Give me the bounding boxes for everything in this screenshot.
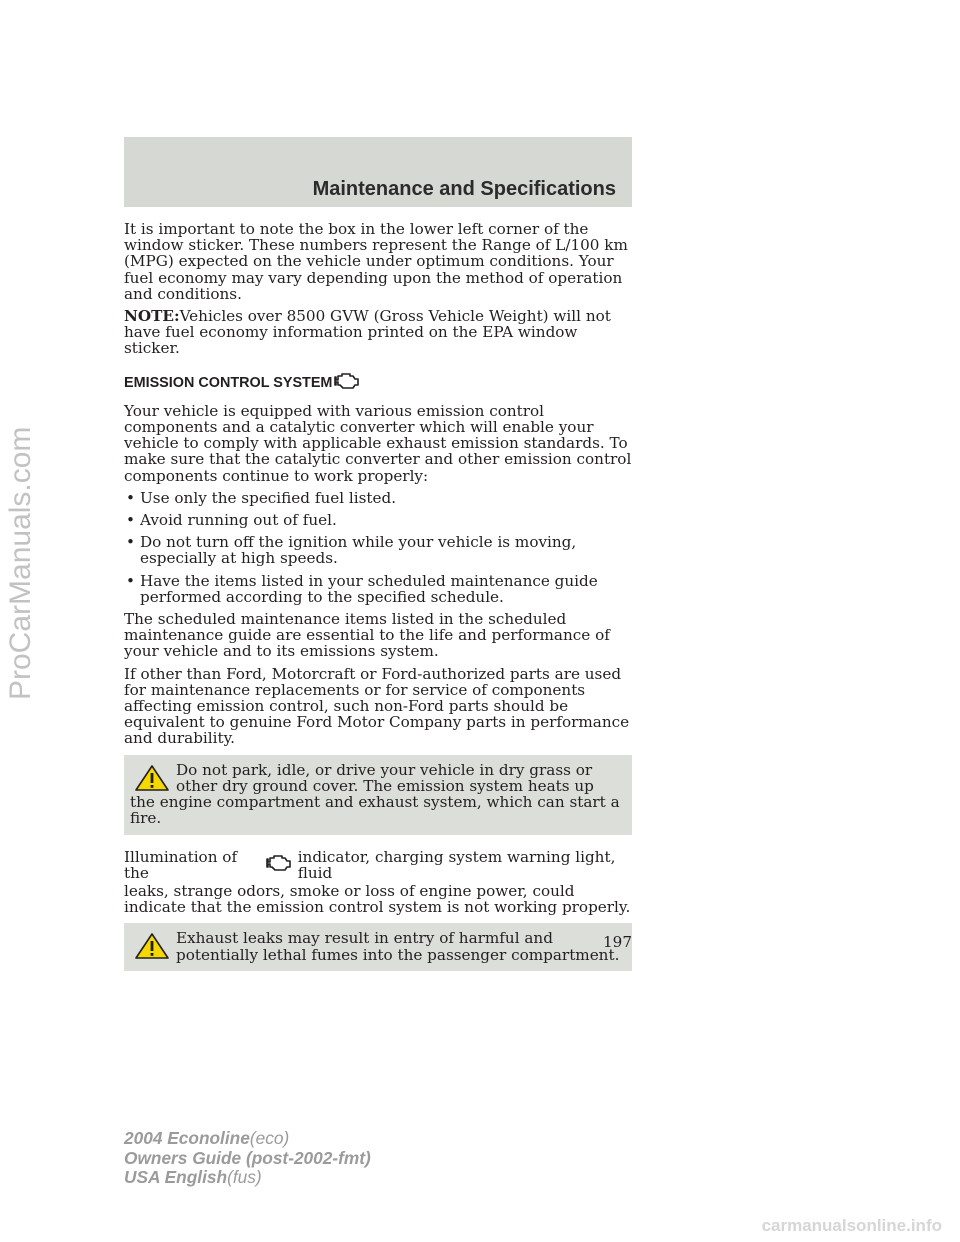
warning-triangle-icon	[134, 932, 170, 960]
note-text: Vehicles over 8500 GVW (Gross Vehicle Weight) will not have fuel economy information printed on the EPA window sticker.	[124, 307, 611, 358]
warning-box-exhaust	[124, 923, 632, 970]
illumination-suffix: indicator, charging system warning light, fluid	[297, 847, 616, 882]
bottom-watermark: carmanualsonline.info	[761, 1216, 942, 1235]
side-watermark: ProCarManuals.com	[4, 426, 37, 700]
illumination-prefix: Illumination of the	[124, 847, 238, 882]
page-content	[124, 221, 632, 985]
bullet-icon: •	[126, 511, 135, 530]
emission-heading	[124, 371, 632, 395]
header-band	[124, 137, 632, 207]
warning-text-fire: Do not park, idle, or drive your vehicle in dry grass or other dry ground cover. The emission system heats up the engine compartment and exhaust system, which can start a fire.	[130, 760, 620, 828]
bullet-icon: •	[126, 488, 135, 507]
check-engine-icon	[264, 853, 292, 876]
list-item: • Use only the specified fuel listed.	[126, 488, 397, 507]
illumination-first-line	[124, 849, 632, 881]
check-engine-icon	[332, 371, 360, 395]
note-paragraph	[124, 308, 632, 357]
page-number: 197	[603, 933, 632, 951]
list-item: • Have the items listed in your scheduled maintenance guide performed according to the specified schedule.	[126, 571, 598, 606]
bullet-icon: •	[126, 533, 135, 552]
emission-heading-text: EMISSION CONTROL SYSTEM	[124, 374, 333, 391]
emission-bullet-list	[124, 490, 632, 605]
bullet-icon: •	[126, 571, 135, 590]
footer-line-guide: Owners Guide (post-2002-fmt)	[124, 1147, 371, 1168]
intro-paragraph: It is important to note the box in the lower left corner of the window sticker. These numbers represent the Range of L/100 km (MPG) expected on the vehicle under optimum conditions. Your fuel economy may vary depending upon the method of operation and conditions.	[124, 220, 628, 303]
section-title: Maintenance and Specifications	[312, 178, 616, 200]
note-label: NOTE:	[124, 307, 180, 326]
footer-line-model: 2004 Econoline(eco)	[124, 1128, 290, 1148]
list-item: • Do not turn off the ignition while your vehicle is moving, especially at high speeds.	[126, 533, 577, 568]
list-item: • Avoid running out of fuel.	[126, 511, 337, 530]
illumination-paragraph-rest: leaks, strange odors, smoke or loss of engine power, could indicate that the emission control system is not working properly.	[124, 881, 631, 917]
parts-paragraph: If other than Ford, Motorcraft or Ford-authorized parts are used for maintenance replacements or for service of components affecting emission control, such non-Ford parts should be equivalent to genuine Ford Motor Company parts in performance and durability.	[124, 664, 630, 748]
warning-text-exhaust: Exhaust leaks may result in entry of harmful and potentially lethal fumes into the passenger compartment.	[176, 929, 620, 964]
footer-line-language: USA English(fus)	[124, 1167, 262, 1187]
emission-paragraph: Your vehicle is equipped with various emission control components and a catalytic converter which will enable your vehicle to comply with applicable exhaust emission standards. To make sure that the catalytic converter and other emission control components continue to work properly:	[124, 401, 632, 485]
warning-triangle-icon	[134, 764, 170, 792]
document-footer	[124, 1129, 371, 1188]
warning-box-fire	[124, 755, 632, 835]
scheduled-maintenance-paragraph: The scheduled maintenance items listed in the scheduled maintenance guide are essential to the life and performance of your vehicle and to its emissions system.	[124, 610, 610, 661]
